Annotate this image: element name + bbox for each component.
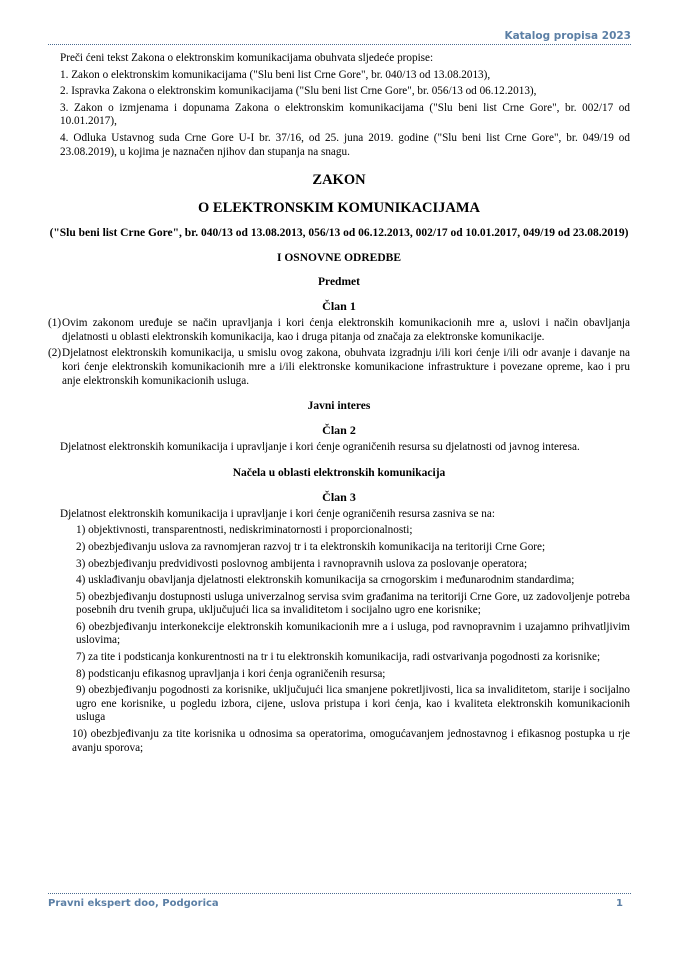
subheading-predmet: Predmet bbox=[318, 276, 360, 289]
section-heading: I OSNOVNE ODREDBE bbox=[277, 252, 401, 265]
list-item: 4) usklađivanju obavljanja djelatnosti elektronskih komunikacija sa crnogorskim i međunarodnim standardima; bbox=[76, 574, 575, 587]
article-3-lead: Djelatnost elektronskih komunikacija i upravljanje i kori ćenje ograničenih resursa zasniva se na: bbox=[60, 507, 495, 520]
page-footer bbox=[48, 893, 631, 913]
footer-publisher: Pravni ekspert doo, Podgorica bbox=[48, 898, 219, 909]
subheading-javni-interes: Javni interes bbox=[307, 400, 371, 413]
page-header bbox=[48, 30, 631, 44]
list-item: 6) obezbjeđivanju interkonekcije elektronskih komunikacionih mre a i usluga, pod ravnopravnim i uzajamno prihvatljivim uslovima; bbox=[76, 620, 630, 647]
intro-item: 3. Zakon o izmjenama i dopunama Zakona o elektronskim komunikacijama ("Slu beni list Crne Gore", br. 002/17 od 10.01.2017), bbox=[60, 101, 630, 128]
para-number: (1) bbox=[48, 317, 62, 330]
para-text: Ovim zakonom uređuje se način upravljanja i kori ćenja elektronskih komunikacionih mre a, uslovi i način obavljanja djelatnosti u oblasti elektronskih komunikacija, kao i druga pitanja od značaja za elektronske komunikacije. bbox=[62, 317, 630, 343]
article-1-para-2 bbox=[48, 347, 630, 388]
article-1-heading: Član 1 bbox=[322, 299, 356, 314]
para-number: (2) bbox=[48, 347, 62, 360]
list-item: 2) obezbjeđivanju uslova za ravnomjeran razvoj tr i ta elektronskih komunikacija na teritoriji Crne Gore; bbox=[76, 540, 546, 553]
list-item: 10) obezbjeđivanju za tite korisnika u odnosima sa operatorima, omogućavanjem jednostavnog i efikasnog postupka u rje avanju sporova; bbox=[72, 728, 630, 754]
list-item: 1) objektivnosti, transparentnosti, nediskriminatornosti i proporcionalnosti; bbox=[76, 524, 413, 537]
gazette-reference: ("Slu beni list Crne Gore", br. 040/13 od 13.08.2013, 056/13 od 06.12.2013, 002/17 od 10.01.2017, 049/19 od 23.08.2019) bbox=[49, 227, 629, 240]
list-item: 9) obezbjeđivanju pogodnosti za korisnike, uključujući lica smanjene pokretljivosti, lica sa invaliditetom, starije i socijalno ugro ene korisnike, u pogledu izbora, cijene, uslova pristupa i kori ćenja, kao i kvaliteta elektronskih komunikacionih usluga bbox=[76, 684, 630, 724]
footer-divider bbox=[48, 893, 631, 894]
subheading-nacela: Načela u oblasti elektronskih komunikacija bbox=[232, 466, 446, 479]
list-item: 8) podsticanju efikasnog upravljanja i kori ćenja ograničenih resursa; bbox=[76, 667, 386, 680]
list-item: 5) obezbjeđivanju dostupnosti usluga univerzalnog servisa svim građanima na teritoriji Crne Gore, uz zadovoljenje potreba posebnih dru tvenih grupa, uključujući lica sa invaliditetom i socijalno ugro ene korisnike; bbox=[76, 590, 630, 617]
intro-item: 4. Odluka Ustavnog suda Crne Gore U-I br. 37/16, od 25. juna 2019. godine ("Slu beni list Crne Gore", br. 049/19 od 23.08.2019), u kojima je naznačen njihov dan stupanja na snagu. bbox=[60, 131, 630, 158]
intro-item: 1. Zakon o elektronskim komunikacijama ("Slu beni list Crne Gore", br. 040/13 od 13.08.2013), bbox=[60, 68, 491, 81]
law-name: O ELEKTRONSKIM KOMUNIKACIJAMA bbox=[198, 200, 480, 217]
document-body bbox=[48, 52, 630, 758]
article-2-heading: Član 2 bbox=[322, 423, 356, 438]
para-text: Djelatnost elektronskih komunikacija, u smislu ovog zakona, obuhvata izgradnju i/ili kori ćenje i/ili odr avanje i davanje na kori ćenje elektronskih komunikacionih mre a i/ili elektronske komunikacione infrastrukture i povezane opreme, kao i pru anje elektronskih komunikacionih usluga. bbox=[62, 347, 630, 387]
header-title: Katalog propisa 2023 bbox=[504, 30, 631, 42]
header-divider bbox=[48, 44, 631, 45]
list-item: 7) za tite i podsticanja konkurentnosti na tr i tu elektronskih komunikacija, radi ostvarivanja pogodnosti za korisnike; bbox=[76, 651, 601, 664]
article-3-heading: Član 3 bbox=[322, 489, 356, 504]
article-1-para-1 bbox=[48, 317, 630, 344]
article-2-text: Djelatnost elektronskih komunikacija i upravljanje i kori ćenje ograničenih resursa su djelatnosti od javnog interesa. bbox=[60, 441, 580, 454]
law-title: ZAKON bbox=[312, 172, 366, 189]
page-number: 1 bbox=[616, 898, 623, 909]
list-item: 3) obezbjeđivanju predvidivosti poslovnog ambijenta i ravnopravnih uslova za poslovanje operatora; bbox=[76, 557, 528, 570]
intro-item: 2. Ispravka Zakona o elektronskim komunikacijama ("Slu beni list Crne Gore", br. 056/13 od 06.12.2013), bbox=[60, 85, 537, 98]
intro-lead: Preči ćeni tekst Zakona o elektronskim komunikacijama obuhvata sljedeće propise: bbox=[60, 52, 434, 64]
